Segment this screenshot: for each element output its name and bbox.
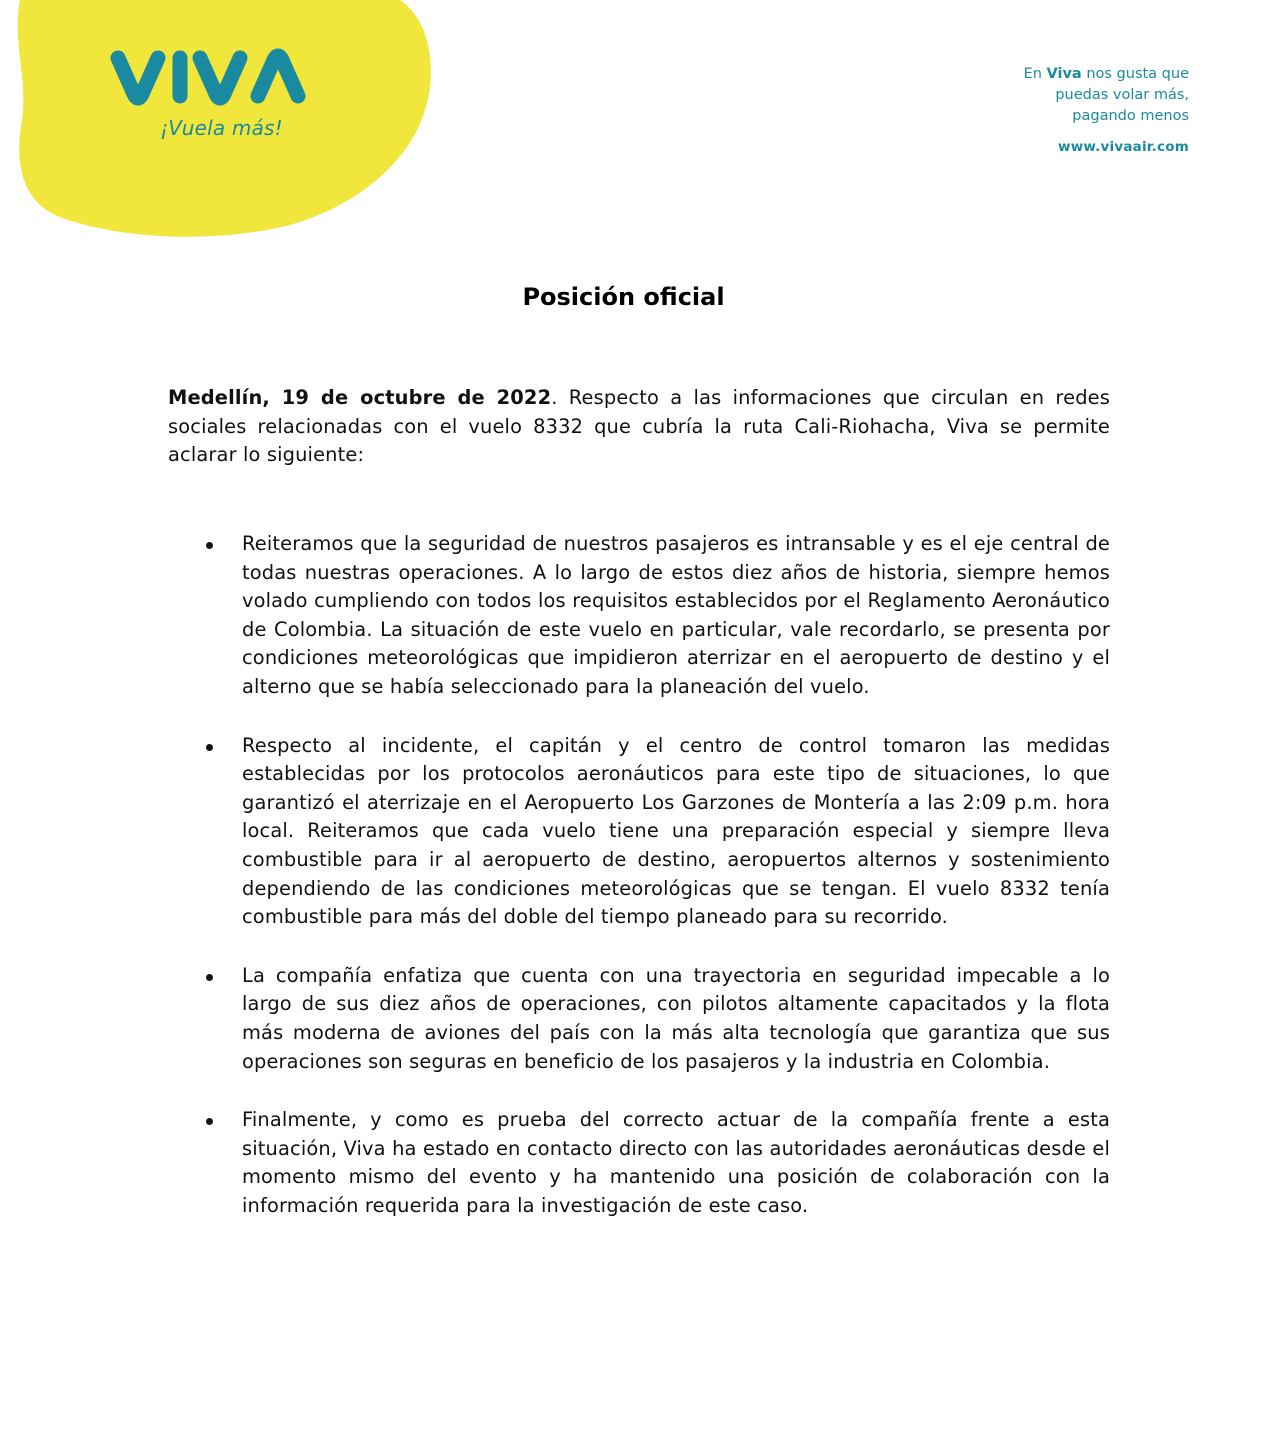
bullet-item bbox=[168, 1106, 1110, 1220]
website-link[interactable]: www.vivaair.com bbox=[1058, 139, 1189, 155]
bullet-text: Reiteramos que la seguridad de nuestros pasajeros es intransable y es el eje central de todas nuestras operaciones. A lo largo de estos diez años de historia, siempre hemos volado cumpliendo con todos los requisitos establecidos por el Reglamento Aeronáutico de Colombia. La situación de este vuelo en particular, vale recordarlo, se presenta por condiciones meteorológicas que impidieron aterrizar en el aeropuerto de destino y el alterno que se había seleccionado para la planeación del vuelo. bbox=[242, 532, 1110, 698]
bullet-text: Respecto al incidente, el capitán y el centro de control tomaron las medidas establecidas por los protocolos aeronáuticos para este tipo de situaciones, lo que garantizó el aterrizaje en el Aeropuerto Los Garzones de Montería a las 2:09 p.m. hora local. Reiteramos que cada vuelo tiene una preparación especial y siempre lleva combustible para ir al aeropuerto de destino, aeropuertos alternos y sostenimiento dependiendo de las condiciones meteorológicas que se tengan. El vuelo 8332 tenía combustible para más del doble del tiempo planeado para su recorrido. bbox=[242, 733, 1110, 929]
logo-tagline: ¡Vuela más! bbox=[160, 116, 283, 140]
intro-text: . Respecto a las informaciones que circulan en redes sociales relacionadas con el vuelo 8332 que cubría la ruta Cali-Riohacha, Viva se permite aclarar lo siguiente: bbox=[168, 386, 1110, 467]
bullet-text: La compañía enfatiza que cuenta con una trayectoria en seguridad impecable a lo largo de sus diez años de operaciones, con pilotos altamente capacitados y la flota más moderna de aviones del país con la más alta tecnología que garantiza que sus operaciones son seguras en beneficio de los pasajeros y la industria en Colombia. bbox=[242, 963, 1110, 1073]
bullet-item bbox=[168, 962, 1110, 1076]
statement-bullet-list bbox=[168, 530, 1110, 1250]
intro-paragraph bbox=[168, 384, 1110, 470]
bullet-dot-icon bbox=[206, 974, 213, 981]
slogan-brand: Viva bbox=[1046, 66, 1082, 82]
slogan-line-2: puedas volar más, bbox=[1055, 87, 1189, 103]
bullet-dot-icon bbox=[206, 744, 213, 751]
viva-logo-wordmark bbox=[108, 44, 308, 110]
slogan-line1-rest: nos gusta que bbox=[1086, 66, 1189, 82]
bullet-item bbox=[168, 530, 1110, 702]
bullet-item bbox=[168, 732, 1110, 932]
intro-dateline: Medellín, 19 de octubre de 2022 bbox=[168, 386, 552, 409]
document-title: Posición oficial bbox=[522, 283, 725, 311]
slogan-line-1 bbox=[889, 64, 1189, 85]
slogan-line-3: pagando menos bbox=[1072, 108, 1189, 124]
header-slogan bbox=[889, 64, 1189, 158]
slogan-prefix: En bbox=[1023, 66, 1042, 82]
bullet-dot-icon bbox=[206, 542, 213, 549]
bullet-text: Finalmente, y como es prueba del correcto actuar de la compañía frente a esta situación, Viva ha estado en contacto directo con las autoridades aeronáuticas desde el momento mismo del evento y ha mantenido una posición de colaboración con la información requerida para la investigación de este caso. bbox=[242, 1108, 1110, 1217]
bullet-dot-icon bbox=[206, 1118, 213, 1125]
